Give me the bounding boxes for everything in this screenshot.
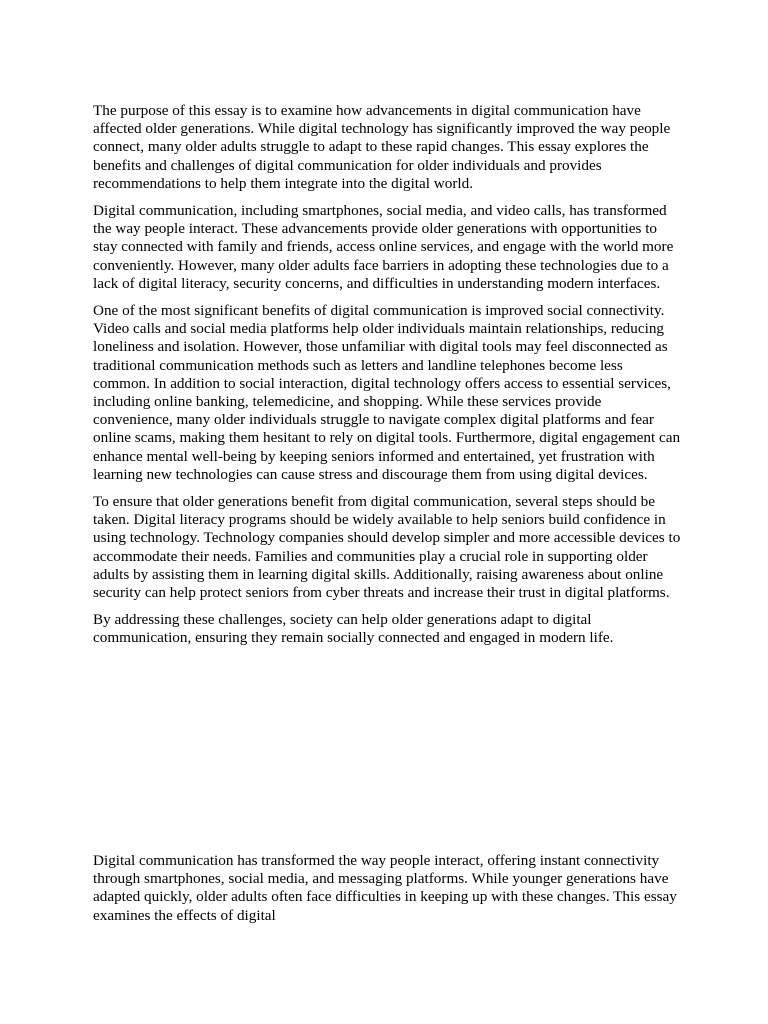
essay-continuation xyxy=(93,852,683,934)
paragraph-background: Digital communication, including smartphones, social media, and video calls, has transformed the way people interact. These advancements provide older generations with opportunities to stay connected with family and friends, access online services, and engage with the world more conveniently. However, many older adults face barriers in adopting these technologies due to a lack of digital literacy, security concerns, and difficulties in understanding modern interfaces. xyxy=(93,202,674,292)
essay-body xyxy=(93,102,683,657)
paragraph-benefits-challenges: One of the most significant benefits of digital communication is improved social connectivity. Video calls and social media platforms help older individuals maintain relationships, reducing loneliness and isolation. However, those unfamiliar with digital tools may feel disconnected as traditional communication methods such as letters and landline telephones become less common. In addition to social interaction, digital technology offers access to essential services, including online banking, telemedicine, and shopping. While these services provide convenience, many older individuals struggle to navigate complex digital platforms and fear online scams, making them hesitant to rely on digital tools. Furthermore, digital engagement can enhance mental well-being by keeping seniors informed and entertained, yet frustration with learning new technologies can cause stress and discourage them from using digital devices. xyxy=(93,302,681,483)
paragraph-recommendations: To ensure that older generations benefit from digital communication, several steps should be taken. Digital literacy programs should be widely available to help seniors build confidence in using technology. Technology companies should develop simpler and more accessible devices to accommodate their needs. Families and communities play a crucial role in supporting older adults by assisting them in learning digital skills. Additionally, raising awareness about online security can help protect seniors from cyber threats and increase their trust in digital platforms. xyxy=(93,493,681,602)
paragraph-purpose: The purpose of this essay is to examine how advancements in digital communication have affected older generations. While digital technology has significantly improved the way people connect, many older adults struggle to adapt to these rapid changes. This essay explores the benefits and challenges of digital communication for older individuals and provides recommendations to help them integrate into the digital world. xyxy=(93,102,671,192)
paragraph-conclusion: By addressing these challenges, society can help older generations adapt to digital communication, ensuring they remain socially connected and engaged in modern life. xyxy=(93,611,614,647)
paragraph-introduction-draft: Digital communication has transformed the way people interact, offering instant connectivity through smartphones, social media, and messaging platforms. While younger generations have adapted quickly, older adults often face difficulties in keeping up with these changes. This essay examines the effects of digital xyxy=(93,852,677,924)
